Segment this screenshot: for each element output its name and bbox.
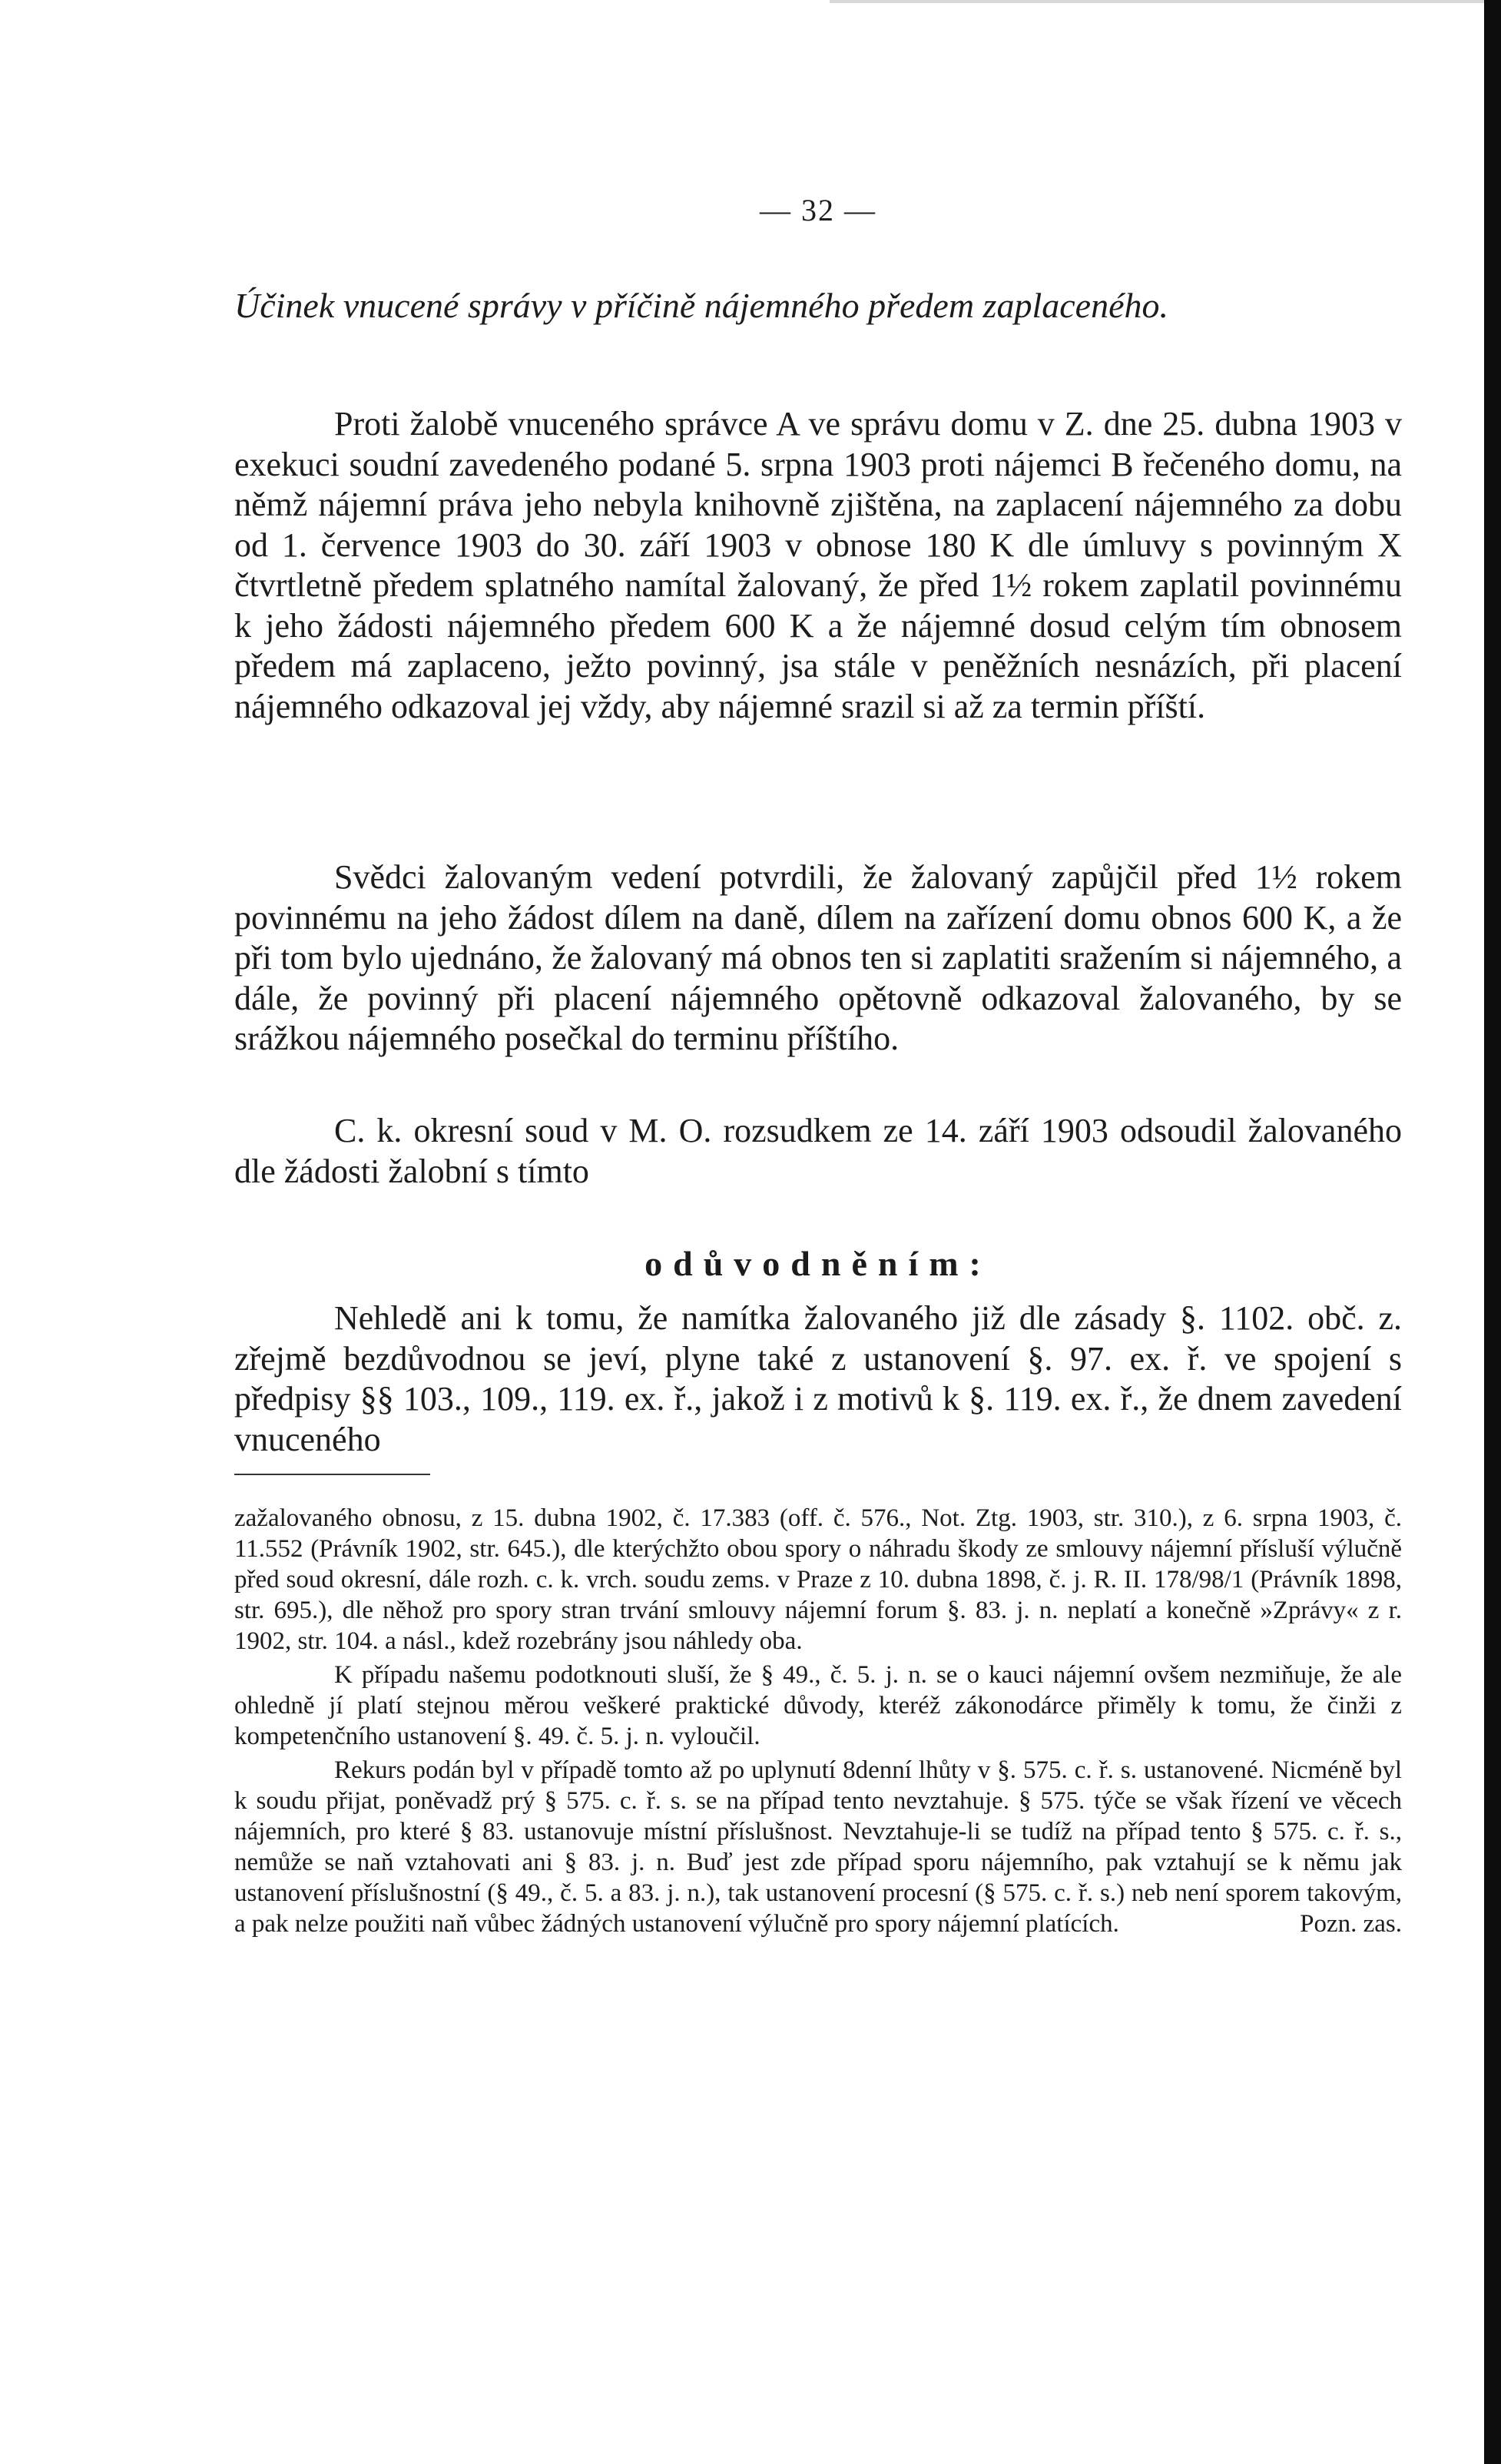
article-heading: Účinek vnucené správy v příčině nájemného předem zaplaceného. [234,286,1168,325]
body-paragraph-4 [234,1298,1402,1460]
paragraph-text: Svědci žalovaným vedení potvrdili, že žalovaný zapůjčil před 1½ rokem povinnému na jeho žádost dílem na daně, dílem na zařízení domu obnos 600 K, a že při tom bylo ujednáno, že žalovaný má obnos ten si zaplatiti sražením si nájemného, a dále, že povinný při placení nájemného opětovně odkazoval žalovaného, by se srážkou nájemného posečkal do terminu příštího. [234,858,1402,1057]
body-paragraph-1 [234,404,1402,727]
footnote-3-text: Rekurs podán byl v případě tomto až po uplynutí 8denní lhůty v §. 575. c. ř. s. ustanovené. Nicméně byl k soudu přijat, poněvadž prý § 575. c. ř. s. se na případ tento nevztahuje. § 575. týče se však řízení ve věcech nájemních, pro které § 83. ustanovuje místní příslušnost. Nevztahuje-li se tudíž na případ tento § 575. c. ř. s., nemůže se naň vztahovati ani § 83. j. n. Buď jest zde případ sporu nájemního, pak vztahují se k němu jak ustanovení příslušnostní (§ 49., č. 5. a 83. j. n.), tak ustanovení procesní (§ 575. c. ř. s.) neb není sporem takovým, a pak nelze použiti naň vůbec žádných ustanovení výlučně pro spory nájemní platících. [234,1756,1402,1938]
footnote-signature: Pozn. zas. [1300,1910,1402,1938]
footnote-2: K případu našemu podotknouti sluší, že § 49., č. 5. j. n. se o kauci nájemní ovšem nezmiňuje, že ale ohledně jí platí stejnou měrou veškeré praktické důvody, kteréž zákonodárce přiměly k tomu, že činži z kompetenčního ustanovení §. 49. č. 5. j. n. vyloučil. [234,1661,1402,1750]
scan-edge-right [1484,0,1501,2464]
footnote-3 [234,1755,1402,1939]
section-heading: odůvodněním: [644,1244,992,1283]
scan-edge-top [830,0,1484,3]
footnotes [234,1503,1402,1939]
paragraph-text: C. k. okresní soud v M. O. rozsudkem ze 14. září 1903 odsoudil žalovaného dle žádosti žalobní s tímto [234,1112,1402,1190]
body-paragraph-2 [234,857,1402,1060]
paragraph-text: Nehledě ani k tomu, že namítka žalovaného již dle zásady §. 1102. obč. z. zřejmě bezdůvodnou se jeví, plyne také z ustanovení §. 97. ex. ř. ve spojení s předpisy §§ 103., 109., 119. ex. ř., jakož i z motivů k §. 119. ex. ř., že dnem zavedení vnuceného [234,1299,1402,1458]
page-number: — 32 — [760,193,876,227]
body-paragraph-3 [234,1111,1402,1192]
footnote-divider [234,1474,430,1475]
footnote-1: zažalovaného obnosu, z 15. dubna 1902, č. 17.383 (off. č. 576., Not. Ztg. 1903, str. 310.), z 6. srpna 1903, č. 11.552 (Právník 1902, str. 645.), dle kterýchžto obou spory o náhradu škody ze smlouvy nájemní přísluší výlučně před soud okresní, dále rozh. c. k. vrch. soudu zems. v Praze z 10. dubna 1898, č. j. R. II. 178/98/1 (Právník 1898, str. 695.), dle něhož pro spory stran trvání smlouvy nájemní forum §. 83. j. n. neplatí a konečně »Zprávy« z r. 1902, str. 104. a násl., kdež rozebrány jsou náhledy oba. [234,1504,1402,1655]
paragraph-text: Proti žalobě vnuceného správce A ve správu domu v Z. dne 25. dubna 1903 v exekuci soudní zavedeného podané 5. srpna 1903 proti nájemci B řečeného domu, na němž nájemní práva jeho nebyla knihovně zjištěna, na zaplacení nájemného za dobu od 1. července 1903 do 30. září 1903 v obnose 180 K dle úmluvy s povinným X čtvrtletně předem splatného namítal žalovaný, že před 1½ rokem zaplatil povinnému k jeho žádosti nájemného předem 600 K a že nájemné dosud celým tím obnosem předem má zaplaceno, ježto povinný, jsa stále v peněžních nesnázích, při placení nájemného odkazoval jej vždy, aby nájemné srazil si až za termin příští. [234,405,1402,725]
